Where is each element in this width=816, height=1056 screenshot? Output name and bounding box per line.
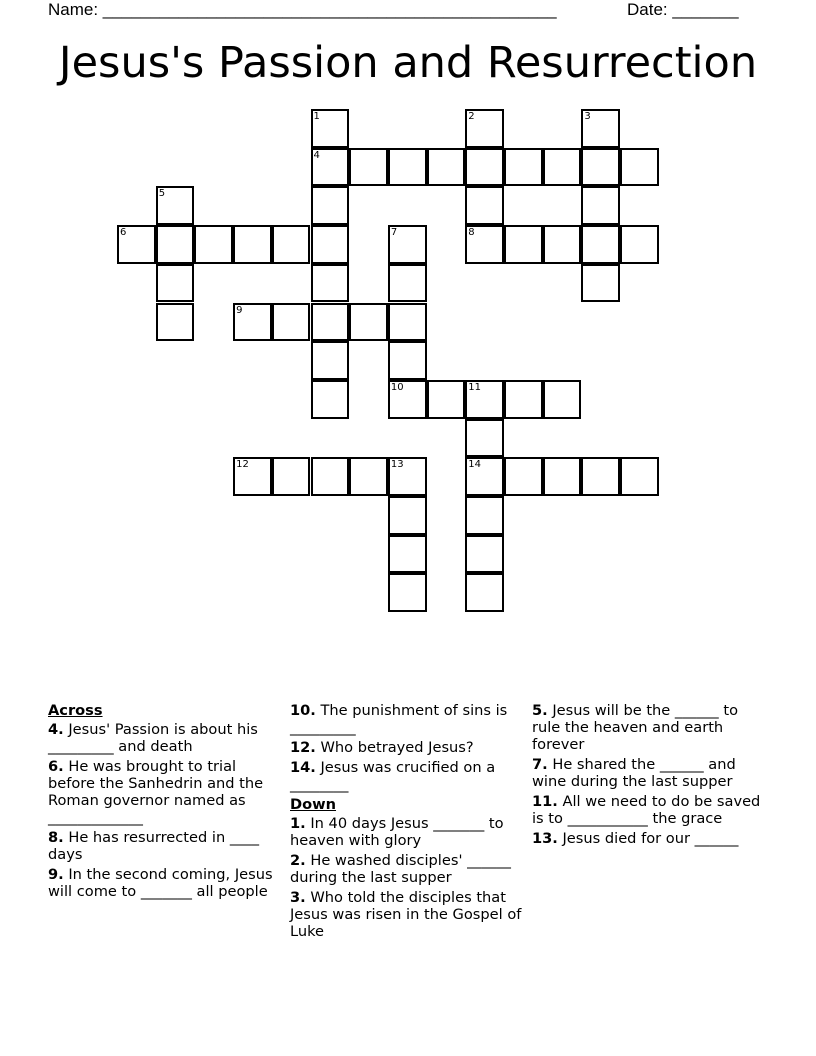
- crossword-cell[interactable]: [465, 419, 504, 458]
- crossword-cell[interactable]: [543, 457, 582, 496]
- crossword-cell[interactable]: [581, 264, 620, 303]
- crossword-cell[interactable]: [349, 148, 388, 187]
- crossword-cell[interactable]: [620, 457, 659, 496]
- crossword-cell[interactable]: [272, 457, 311, 496]
- clues-column-3: [532, 702, 767, 850]
- clue: [532, 830, 767, 847]
- page-title: Jesus's Passion and Resurrection: [58, 38, 758, 88]
- clue-number: 5.: [532, 702, 548, 719]
- crossword-cell[interactable]: [581, 109, 620, 148]
- crossword-cell[interactable]: [117, 225, 156, 264]
- crossword-cell[interactable]: [388, 496, 427, 535]
- crossword-cell[interactable]: [311, 303, 350, 342]
- crossword-cell[interactable]: [581, 148, 620, 187]
- crossword-cell[interactable]: [581, 186, 620, 225]
- clue-number: 4: [313, 149, 320, 161]
- crossword-cell[interactable]: [388, 457, 427, 496]
- crossword-cell[interactable]: [388, 148, 427, 187]
- clue-number: 10.: [290, 702, 316, 719]
- clue-text: All we need to do be saved is to ___________ the grace: [532, 793, 761, 827]
- clue: [48, 721, 283, 755]
- crossword-cell[interactable]: [388, 380, 427, 419]
- crossword-cell[interactable]: [349, 457, 388, 496]
- clue-text: Jesus died for our ______: [557, 830, 739, 847]
- clue-number: 13: [390, 459, 404, 471]
- crossword-cell[interactable]: [465, 186, 504, 225]
- crossword-cell[interactable]: [504, 457, 543, 496]
- crossword-cell[interactable]: [388, 303, 427, 342]
- clue-number: 11.: [532, 793, 558, 810]
- clues-column-1: [48, 702, 283, 903]
- clue-text: Who told the disciples that Jesus was risen in the Gospel of Luke: [290, 889, 522, 940]
- clue-number: 6: [120, 227, 127, 239]
- crossword-cell[interactable]: [272, 303, 311, 342]
- clue-number: 3: [584, 111, 591, 122]
- clue-number: 9: [236, 304, 243, 316]
- clue-number: 1: [313, 111, 320, 122]
- crossword-cell[interactable]: [427, 380, 466, 419]
- crossword-cell[interactable]: [311, 341, 350, 380]
- clues-column-2: [290, 702, 525, 943]
- crossword-cell[interactable]: [465, 535, 504, 574]
- clue-text: In the second coming, Jesus will come to _______ all people: [48, 866, 273, 900]
- clue-text: He was brought to trial before the Sanhedrin and the Roman governor named as _____________: [48, 758, 264, 826]
- crossword-cell[interactable]: [156, 264, 195, 303]
- crossword-cell[interactable]: [311, 148, 350, 187]
- clue-text: He washed disciples' ______ during the last supper: [290, 852, 511, 886]
- clue-text: He shared the ______ and wine during the last supper: [532, 756, 736, 790]
- name-field[interactable]: Name: ________________________________________________: [48, 0, 557, 19]
- crossword-cell[interactable]: [311, 457, 350, 496]
- clue-text: In 40 days Jesus _______ to heaven with glory: [290, 815, 504, 849]
- crossword-cell[interactable]: [156, 186, 195, 225]
- crossword-cell[interactable]: [233, 457, 272, 496]
- crossword-cell[interactable]: [156, 303, 195, 342]
- clue: [48, 758, 283, 826]
- clue: [532, 702, 767, 753]
- clue: [290, 889, 525, 940]
- clue-text: Jesus will be the ______ to rule the heaven and earth forever: [532, 702, 738, 753]
- crossword-cell[interactable]: [543, 148, 582, 187]
- clue-number: 2.: [290, 852, 306, 869]
- clue: [290, 702, 525, 736]
- across-heading: Across: [48, 702, 103, 719]
- clue: [290, 815, 525, 849]
- crossword-cell[interactable]: [349, 303, 388, 342]
- crossword-cell[interactable]: [311, 109, 350, 148]
- clue-number: 12.: [290, 739, 316, 756]
- crossword-cell[interactable]: [272, 225, 311, 264]
- crossword-cell[interactable]: [543, 380, 582, 419]
- crossword-cell[interactable]: [388, 573, 427, 612]
- clue-number: 8.: [48, 829, 64, 846]
- crossword-cell[interactable]: [156, 225, 195, 264]
- clue-number: 7: [390, 227, 398, 239]
- crossword-cell[interactable]: [311, 186, 350, 225]
- crossword-cell[interactable]: [504, 225, 543, 264]
- clue-number: 3.: [290, 889, 306, 906]
- crossword-cell[interactable]: [581, 225, 620, 264]
- clue-text: Jesus' Passion is about his _________ and death: [48, 721, 258, 755]
- crossword-cell[interactable]: [543, 225, 582, 264]
- crossword-cell[interactable]: [465, 380, 504, 419]
- crossword-cell[interactable]: [620, 225, 659, 264]
- clue-number: 4.: [48, 721, 64, 738]
- clue-text: Jesus was crucified on a ________: [290, 759, 496, 793]
- clue: [532, 756, 767, 790]
- crossword-cell[interactable]: [581, 457, 620, 496]
- crossword-cell[interactable]: [311, 380, 350, 419]
- crossword-cell[interactable]: [465, 573, 504, 612]
- clue-number: 10: [390, 381, 404, 393]
- date-field[interactable]: Date: _______: [627, 0, 739, 19]
- crossword-cell[interactable]: [465, 225, 504, 264]
- clue: [48, 829, 283, 863]
- clue-number: 12: [236, 459, 249, 471]
- crossword-cell[interactable]: [465, 496, 504, 535]
- crossword-cell[interactable]: [620, 148, 659, 187]
- clue-text: Who betrayed Jesus?: [315, 739, 474, 756]
- clue-number: 1.: [290, 815, 306, 832]
- clue-number: 13.: [532, 830, 558, 847]
- clue-number: 11: [468, 381, 482, 393]
- clue: [532, 793, 767, 827]
- clue-number: 2: [468, 111, 475, 122]
- clue-number: 6.: [48, 758, 64, 775]
- down-heading: Down: [290, 796, 337, 813]
- crossword-cell[interactable]: [388, 535, 427, 574]
- crossword-cell[interactable]: [388, 225, 427, 264]
- crossword-cell[interactable]: [504, 148, 543, 187]
- crossword-cell[interactable]: [465, 148, 504, 187]
- clue-number: 5: [158, 188, 166, 200]
- clue: [290, 852, 525, 886]
- clue: [290, 739, 525, 756]
- clue-number: 9.: [48, 866, 64, 883]
- crossword-cell[interactable]: [233, 225, 272, 264]
- crossword-cell[interactable]: [427, 148, 466, 187]
- crossword-cell[interactable]: [311, 225, 350, 264]
- crossword-cell[interactable]: [233, 303, 272, 342]
- clue-text: He has resurrected in ____ days: [48, 829, 260, 863]
- clue-number: 14.: [290, 759, 316, 776]
- clue: [48, 866, 283, 900]
- crossword-cell[interactable]: [465, 457, 504, 496]
- crossword-cell[interactable]: [388, 264, 427, 303]
- crossword-cell[interactable]: [311, 264, 350, 303]
- crossword-cell[interactable]: [194, 225, 233, 264]
- clue-number: 14: [468, 459, 482, 471]
- crossword-cell[interactable]: [465, 109, 504, 148]
- clue-number: 7.: [532, 756, 548, 773]
- clue-number: 8: [468, 227, 475, 239]
- clue: [290, 759, 525, 793]
- crossword-cell[interactable]: [388, 341, 427, 380]
- clue-text: The punishment of sins is _________: [290, 702, 508, 736]
- crossword-cell[interactable]: [504, 380, 543, 419]
